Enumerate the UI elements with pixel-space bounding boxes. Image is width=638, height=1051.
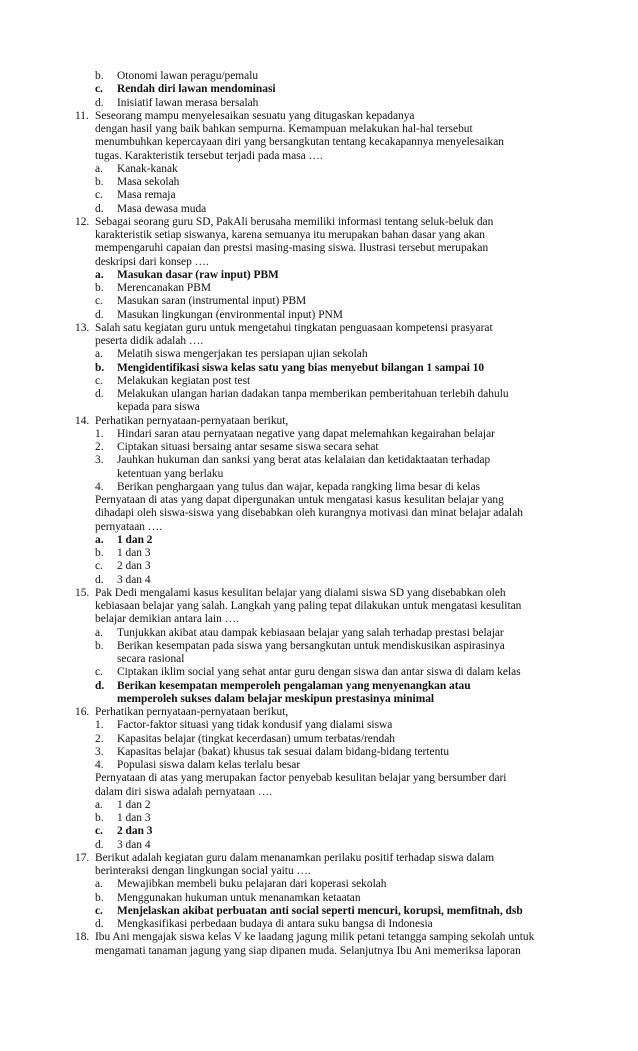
option-label: b. — [95, 639, 104, 652]
option-line — [0, 189, 638, 202]
option-text: Mewajibkan membeli buku pelajaran dari koperasi sekolah — [117, 878, 387, 891]
paragraph-text: mempengaruhi capaian dan prestsi masing-masing siswa. Ilustrasi tersebut merupakan — [95, 242, 489, 255]
question-line — [0, 852, 638, 865]
option-line — [0, 269, 638, 282]
option-line — [0, 348, 638, 361]
option-text: Merencanakan PBM — [117, 282, 211, 294]
paragraph-text: karakteristik setiap siswanya, karena semuanya itu merupakan bahan dasar yang akan — [95, 229, 485, 241]
question-text: Berikut adalah kegiatan guru dalam menanamkan perilaku positif terhadap siswa dalam — [95, 851, 495, 864]
option-line — [0, 574, 638, 587]
option-text: 1 dan 3 — [117, 812, 151, 824]
option-text: Melakukan kegiatan post test — [117, 374, 251, 387]
option-line — [0, 799, 638, 812]
option-text: 1 dan 2 — [117, 533, 153, 546]
option-line — [0, 454, 638, 467]
option-text: 2 dan 3 — [117, 560, 151, 573]
option-label: b. — [95, 891, 104, 904]
option-text: Tunjukkan akibat atau dampak kebiasaan belajar yang salah terhadap prestasi belajar — [117, 626, 504, 639]
option-label: a. — [95, 798, 103, 811]
option-label: d. — [95, 308, 104, 321]
option-text: Masukan lingkungan (environmental input) PNM — [117, 308, 343, 321]
option-text: Masa sekolah — [117, 176, 180, 188]
option-continuation-line — [0, 653, 638, 666]
paragraph-text: berinteraksi dengan lingkungan social yaitu …. — [95, 865, 311, 877]
paragraph-text: pernyataan …. — [95, 520, 163, 533]
option-label: 1. — [95, 719, 104, 732]
option-label: 2. — [95, 732, 104, 745]
option-line — [0, 719, 638, 732]
option-line — [0, 441, 638, 454]
paragraph-text: deskripsi dari konsep …. — [95, 255, 209, 268]
option-label: 3. — [95, 454, 104, 467]
option-continuation-line — [0, 401, 638, 414]
option-line — [0, 176, 638, 189]
option-line — [0, 627, 638, 640]
question-text: Perhatikan pernyataan-pernyataan berikut, — [95, 414, 289, 427]
question-text: Ibu Ani mengajak siswa kelas V ke laadang jagung milik petani tetangga samping sekolah untuk — [95, 931, 535, 944]
paragraph-line — [0, 865, 638, 878]
question-number: 13. — [75, 321, 90, 334]
option-text: Mengkasifikasi perbedaan budaya di antara suku bangsa di Indonesia — [117, 918, 433, 930]
paragraph-text: dalam diri siswa adalah pernyataan …. — [95, 785, 273, 798]
paragraph-line — [0, 242, 638, 255]
option-label: d. — [95, 202, 104, 215]
paragraph-text: Pernyataan di atas yang merupakan factor penyebab kesulitan belajar yang bersumber dari — [95, 772, 507, 785]
option-label: c. — [95, 904, 103, 917]
option-text: Populasi siswa dalam kelas terlalu besar — [117, 759, 301, 771]
option-line — [0, 163, 638, 176]
option-text: Kapasitas belajar (bakat) khusus tak sesuai dalam bidang-bidang tertentu — [117, 745, 450, 758]
paragraph-line — [0, 786, 638, 799]
option-label: d. — [95, 918, 104, 930]
option-label: b. — [95, 812, 104, 824]
option-line — [0, 905, 638, 918]
option-label: a. — [95, 348, 103, 361]
paragraph-text: tugas. Karakteristik tersebut terjadi pada masa …. — [95, 149, 323, 162]
question-line — [0, 706, 638, 719]
option-line — [0, 892, 638, 905]
option-text: 3 dan 4 — [117, 838, 151, 851]
option-text: Rendah diri lawan mendominasi — [117, 83, 276, 96]
option-label: 1. — [95, 427, 104, 440]
option-text: Berikan penghargaan yang tulus dan wajar, kepada rangking lima besar di kelas — [117, 480, 481, 493]
option-line — [0, 481, 638, 494]
option-line — [0, 680, 638, 693]
option-label: d. — [95, 388, 104, 400]
paragraph-line — [0, 136, 638, 149]
option-text: secara rasional — [117, 653, 185, 665]
option-text: 1 dan 2 — [117, 798, 151, 811]
question-number: 16. — [75, 706, 90, 718]
paragraph-line — [0, 772, 638, 785]
option-line — [0, 282, 638, 295]
option-text: Masukan saran (instrumental input) PBM — [117, 295, 307, 308]
option-line — [0, 733, 638, 746]
paragraph-line — [0, 507, 638, 520]
option-text: kepada para siswa — [117, 401, 200, 414]
question-number: 15. — [75, 586, 90, 599]
option-line — [0, 428, 638, 441]
option-line — [0, 362, 638, 375]
option-label: c. — [95, 374, 103, 387]
option-line — [0, 918, 638, 931]
option-label: b. — [95, 547, 104, 559]
paragraph-line — [0, 521, 638, 534]
option-label: d. — [95, 96, 104, 109]
option-line — [0, 759, 638, 772]
question-number: 14. — [75, 414, 90, 427]
option-label: d. — [95, 573, 104, 586]
option-label: c. — [95, 189, 103, 202]
option-text: Menggunakan hukuman untuk menanamkan ketaatan — [117, 891, 361, 904]
paragraph-text: Pernyataan di atas yang dapat dipergunakan untuk mengatasi kasus kesulitan belajar yang — [95, 494, 504, 506]
option-label: c. — [95, 560, 103, 573]
paragraph-text: dihadapi oleh siswa-siswa yang disebabkan oleh kurangnya motivasi dan minat belajar adalah — [95, 507, 523, 520]
option-line — [0, 812, 638, 825]
option-text: Jauhkan hukuman dan sanksi yang berat atas kelalaian dan ketidaktaatan terhadap — [117, 454, 491, 467]
option-label: b. — [95, 282, 104, 294]
paragraph-text: menumbuhkan kepercayaan diri yang bersangkutan tentang kecakapannya menyelesaikan — [95, 136, 504, 149]
option-label: c. — [95, 825, 103, 838]
option-text: Ciptakan iklim social yang sehat antar guru dengan siswa dan antar siswa di dalam kelas — [117, 666, 521, 679]
option-text: 1 dan 3 — [117, 547, 151, 559]
option-text: Berikan kesempatan memperoleh pengalaman yang menyenangkan atau — [117, 679, 471, 692]
question-line — [0, 931, 638, 944]
option-text: Masa remaja — [117, 189, 176, 202]
paragraph-text: kebiasaan belajar yang salah. Langkah yang paling tepat dilakukan untuk mengatasi kesulitan — [95, 600, 522, 612]
option-text: 3 dan 4 — [117, 573, 151, 586]
option-label: d. — [95, 838, 104, 851]
option-label: b. — [95, 176, 104, 188]
option-line — [0, 666, 638, 679]
question-text: Sebagai seorang guru SD, PakAli berusaha memiliki informasi tentang seluk-beluk dan — [95, 215, 494, 228]
option-line — [0, 839, 638, 852]
option-text: Masa dewasa muda — [117, 202, 207, 215]
question-line — [0, 216, 638, 229]
option-text: Melatih siswa mengerjakan tes persiapan ujian sekolah — [117, 348, 368, 361]
paragraph-line — [0, 150, 638, 163]
paragraph-line — [0, 945, 638, 958]
option-line — [0, 203, 638, 216]
option-line — [0, 388, 638, 401]
paragraph-text: dengan hasil yang baik bahkan sempurna. Kemampuan melakukan hal-hal tersebut — [95, 123, 473, 135]
option-text: Kapasitas belajar (tingkat kecerdasan) umum terbatas/rendah — [117, 732, 396, 745]
option-label: 2. — [95, 441, 104, 453]
option-label: a. — [95, 162, 103, 175]
paragraph-text: peserta didik adalah …. — [95, 335, 204, 347]
option-label: c. — [95, 83, 103, 96]
option-line — [0, 560, 638, 573]
question-number: 12. — [75, 215, 90, 228]
option-line — [0, 547, 638, 560]
paragraph-line — [0, 494, 638, 507]
question-number: 18. — [75, 931, 90, 944]
option-text: Otonomi lawan peragu/pemalu — [117, 70, 259, 82]
option-text: memperoleh sukses dalam belajar meskipun prestasinya minimal — [117, 692, 435, 705]
question-line — [0, 322, 638, 335]
question-line — [0, 415, 638, 428]
option-text: Masukan dasar (raw input) PBM — [117, 268, 279, 281]
option-label: 3. — [95, 745, 104, 758]
question-text: Perhatikan pernyataan-pernyataan berikut, — [95, 706, 289, 718]
option-text: Melakukan ulangan harian dadakan tanpa memberikan pemberitahuan terlebih dahulu — [117, 388, 509, 400]
paragraph-line — [0, 600, 638, 613]
question-number: 11. — [75, 109, 89, 122]
option-line — [0, 83, 638, 96]
option-label: a. — [95, 533, 104, 546]
option-text: 2 dan 3 — [117, 825, 153, 838]
option-label: 4. — [95, 480, 104, 493]
option-line — [0, 97, 638, 110]
option-text: Mengidentifikasi siswa kelas satu yang bias menyebut bilangan 1 sampai 10 — [117, 361, 485, 374]
option-text: Factor-faktor situasi yang tidak kondusif yang dialami siswa — [117, 719, 393, 732]
option-line — [0, 825, 638, 838]
option-label: a. — [95, 626, 103, 639]
option-label: 4. — [95, 759, 104, 771]
paragraph-line — [0, 613, 638, 626]
option-line — [0, 70, 638, 83]
option-text: ketentuan yang berlaku — [117, 467, 224, 480]
option-line — [0, 746, 638, 759]
option-label: b. — [95, 361, 105, 374]
option-label: b. — [95, 70, 104, 82]
option-label: a. — [95, 878, 103, 891]
question-text: Seseorang mampu menyelesaikan sesuatu yang ditugaskan kepadanya — [95, 109, 415, 122]
document-page — [0, 70, 638, 958]
option-label: c. — [95, 666, 103, 679]
question-line — [0, 587, 638, 600]
option-continuation-line — [0, 468, 638, 481]
option-text: Kanak-kanak — [117, 162, 178, 175]
paragraph-line — [0, 229, 638, 242]
option-text: Berikan kesempatan pada siswa yang bersangkutan untuk mendiskusikan aspirasinya — [117, 639, 505, 652]
option-line — [0, 375, 638, 388]
option-line — [0, 640, 638, 653]
option-text: Ciptakan situasi bersaing antar sesame siswa secara sehat — [117, 441, 379, 453]
option-label: a. — [95, 268, 104, 281]
paragraph-line — [0, 256, 638, 269]
question-number: 17. — [75, 851, 90, 864]
option-line — [0, 309, 638, 322]
option-line — [0, 534, 638, 547]
option-line — [0, 295, 638, 308]
question-line — [0, 110, 638, 123]
option-label: d. — [95, 679, 105, 692]
question-text: Salah satu kegiatan guru untuk mengetahui tingkatan penguasaan kompetensi prasyarat — [95, 321, 493, 334]
option-continuation-line — [0, 693, 638, 706]
paragraph-line — [0, 335, 638, 348]
paragraph-text: mengamati tanaman jagung yang siap dipanen muda. Selanjutnya Ibu Ani memeriksa laporan — [95, 944, 521, 957]
question-text: Pak Dedi mengalami kasus kesulitan belajar yang dialami siswa SD yang disebabkan oleh — [95, 586, 506, 599]
paragraph-line — [0, 123, 638, 136]
paragraph-text: belajar demikian antara lain …. — [95, 613, 239, 626]
option-label: c. — [95, 295, 103, 308]
option-line — [0, 878, 638, 891]
option-text: Hindari saran atau pernyataan negative yang dapat melemahkan kegairahan belajar — [117, 427, 495, 440]
option-text: Menjelaskan akibat perbuatan anti social seperti mencuri, korupsi, memfitnah, dsb — [117, 904, 523, 917]
option-text: Inisiatif lawan merasa bersalah — [117, 96, 259, 109]
